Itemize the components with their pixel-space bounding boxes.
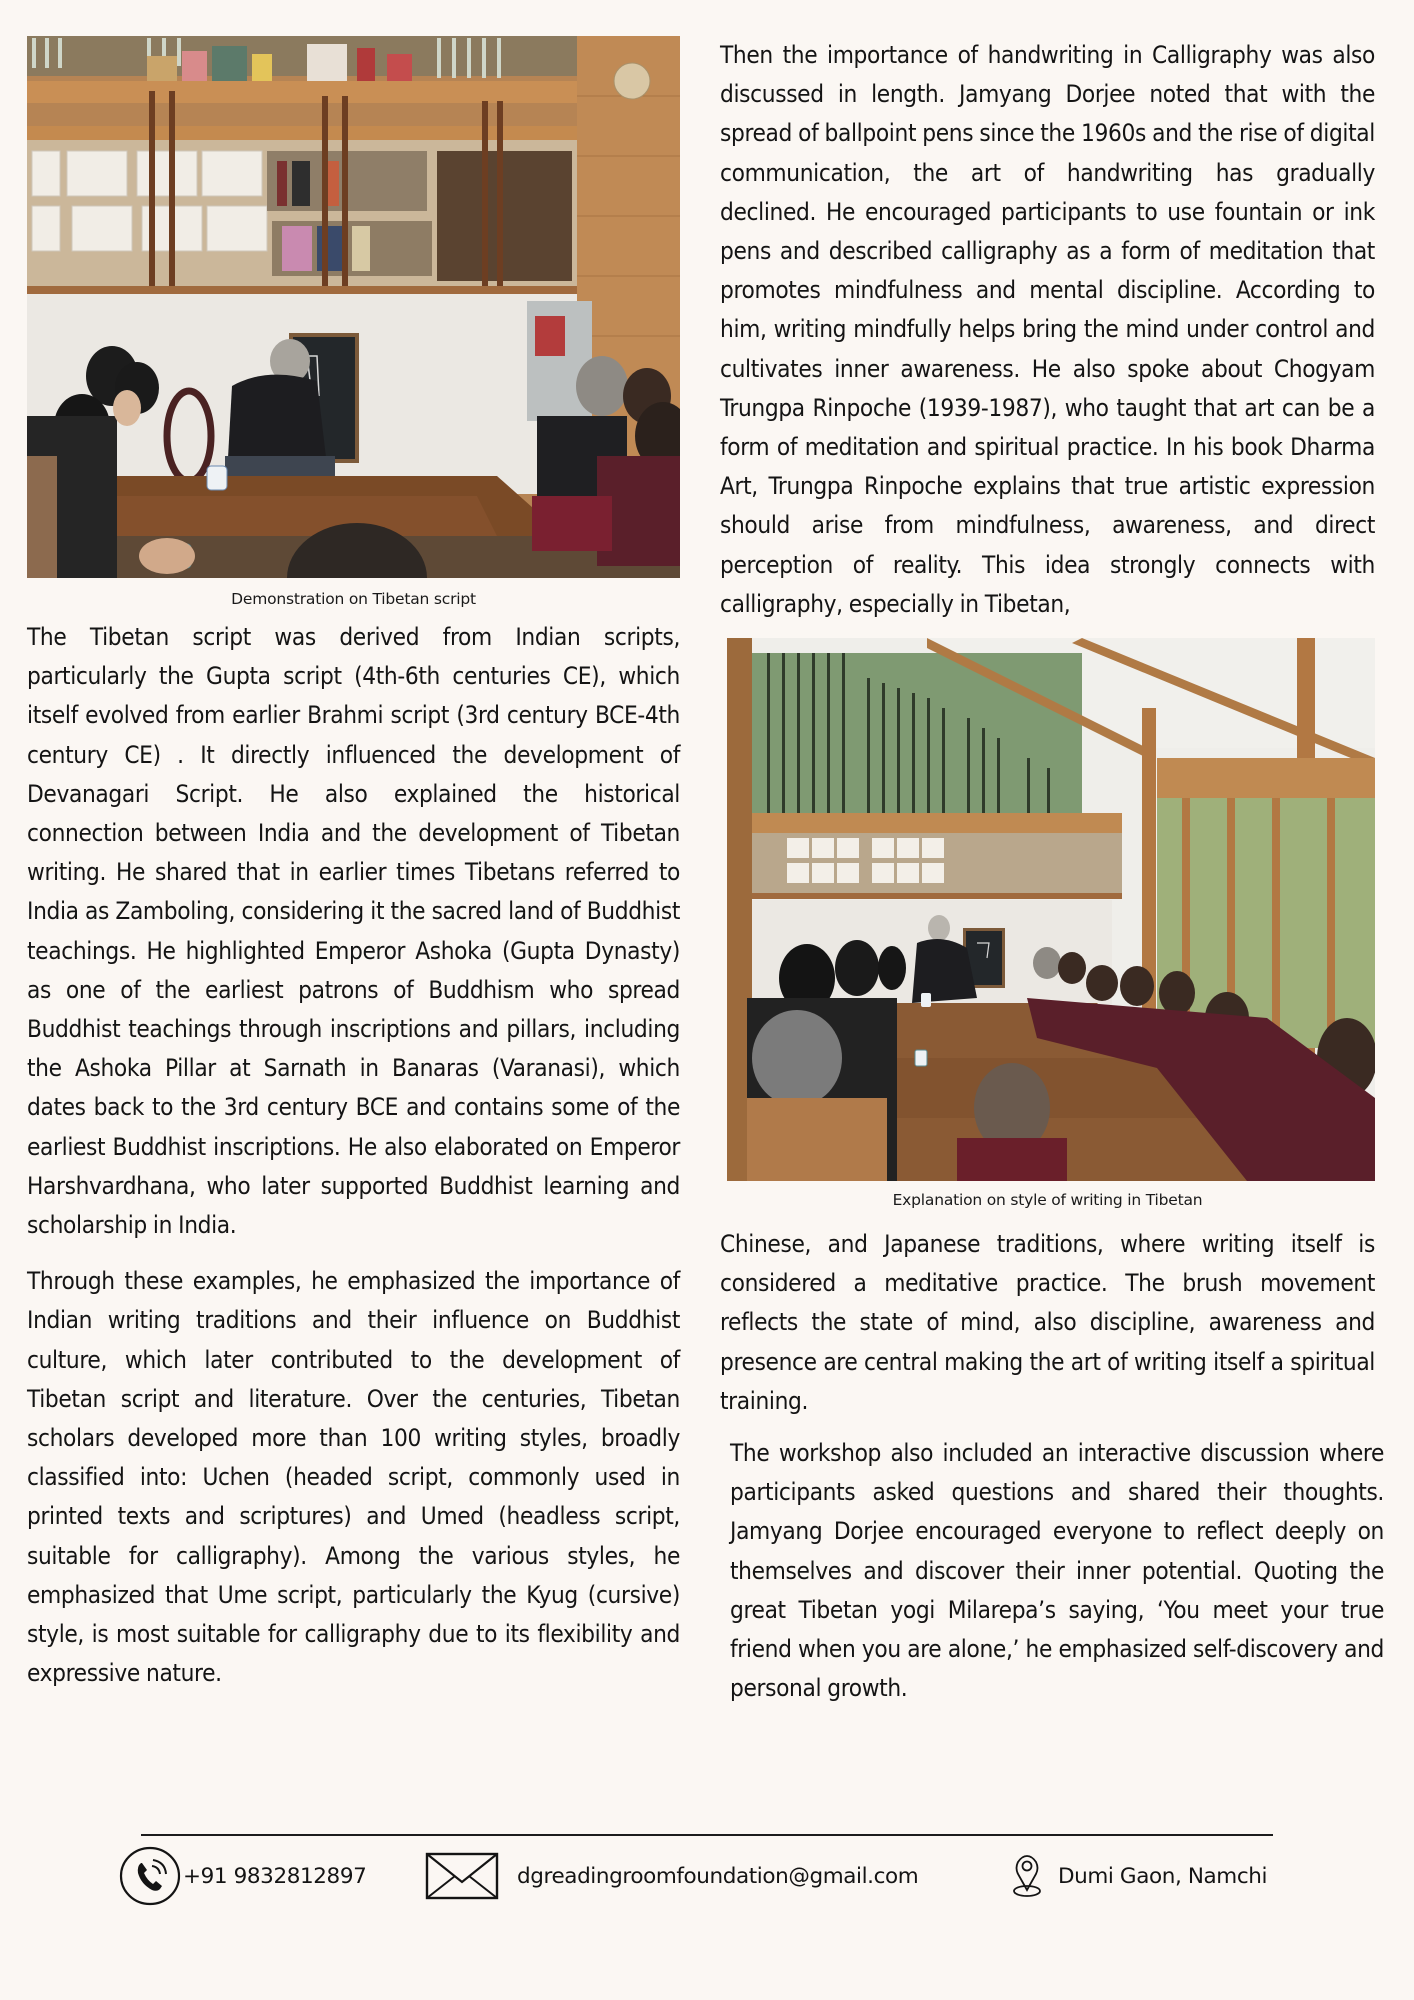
footer-email-address[interactable]: dgreadingroomfoundation@gmail.com [517,1863,919,1889]
footer-phone[interactable] [119,1848,366,1904]
right-column [720,36,1384,1708]
photo-caption-explanation: Explanation on style of writing in Tibetan [892,1191,1203,1210]
footer-phone-number[interactable]: +91 9832812897 [183,1863,367,1889]
left-column [27,36,680,1693]
paragraph-meditative-traditions: Chinese, and Japanese traditions, where writing itself is considered a meditative practice. The brush movement reflects the state of mind, also discipline, awareness and presence are central making the art of writing itself a spiritual training. [720,1230,1375,1415]
map-pin-icon [1012,1854,1042,1898]
paragraph-writing-traditions: Through these examples, he emphasized the importance of Indian writing traditions and their influence on Buddhist culture, which later contributed to the development of Tibetan script and literature. Over the centuries, Tibetan scholars developed more than 100 writing styles, broadly classified into: Uchen (headed script, commonly used in printed texts and scriptures) and Umed (headless script, suitable for calligraphy). Among the various styles, he emphasized that Ume script, particularly the Kyug (cursive) style, is most suitable for calligraphy due to its flexibility and expressive nature. [27,1267,680,1688]
paragraph-tibetan-script-origins: The Tibetan script was derived from Indian scripts, particularly the Gupta script (4th-6th centuries CE), which itself evolved from earlier Brahmi script (3rd century BCE-4th century CE) . It directly influenced the development of Devanagari Script. He also explained the historical connection between India and the development of Tibetan writing. He shared that in earlier times Tibetans referred to India as Zamboling, considering it the sacred land of Buddhist teachings. He highlighted Emperor Ashoka (Gupta Dynasty) as one of the earliest patrons of Buddhism who spread Buddhist teachings through inscriptions and pillars, including the Ashoka Pillar at Sarnath in Banaras (Varanasi), which dates back to the 3rd century BCE and contains some of the earliest Buddhist inscriptions. He also elaborated on Emperor Harshvardhana, who later supported Buddhist learning and scholarship in India. [27,623,680,1240]
footer-location-text: Dumi Gaon, Namchi [1058,1863,1268,1889]
photo-explanation-writing-style [727,638,1375,1181]
photo-classroom-demonstration-image [27,36,680,578]
footer-email[interactable] [425,1848,918,1904]
photo-caption-demonstration: Demonstration on Tibetan script [231,590,476,608]
photo-demonstration-tibetan-script [27,36,680,578]
envelope-icon [425,1852,499,1900]
phone-icon [119,1846,181,1906]
paragraph-handwriting-importance: Then the importance of handwriting in Calligraphy was also discussed in length. Jamyang Dorjee noted that with the spread of ballpoint pens since the 1960s and the rise of digital communication, the art of handwriting has gradually declined. He encouraged participants to use fountain or ink pens and described calligraphy as a form of meditation that promotes mindfulness and mental discipline. According to him, writing mindfully helps bring the mind under control and cultivates inner awareness. He also spoke about Chogyam Trungpa Rinpoche (1939-1987), who taught that art can be a form of meditation and spiritual practice. In his book Dharma Art, Trungpa Rinpoche explains that true artistic expression should arise from mindfulness, awareness, and direct perception of reality. This idea strongly connects with calligraphy, especially in Tibetan, [720,41,1375,618]
photo-classroom-explanation-image [727,638,1375,1181]
footer-divider [141,1834,1273,1836]
footer-location [1012,1848,1267,1904]
paragraph-workshop-discussion: The workshop also included an interactive discussion where participants asked questions and shared their thoughts. Jamyang Dorjee encouraged everyone to reflect deeply on themselves and discover their inner potential. Quoting the great Tibetan yogi Milarepa’s saying, ‘You meet your true friend when you are alone,’ he emphasized self-discovery and personal growth. [730,1439,1384,1703]
